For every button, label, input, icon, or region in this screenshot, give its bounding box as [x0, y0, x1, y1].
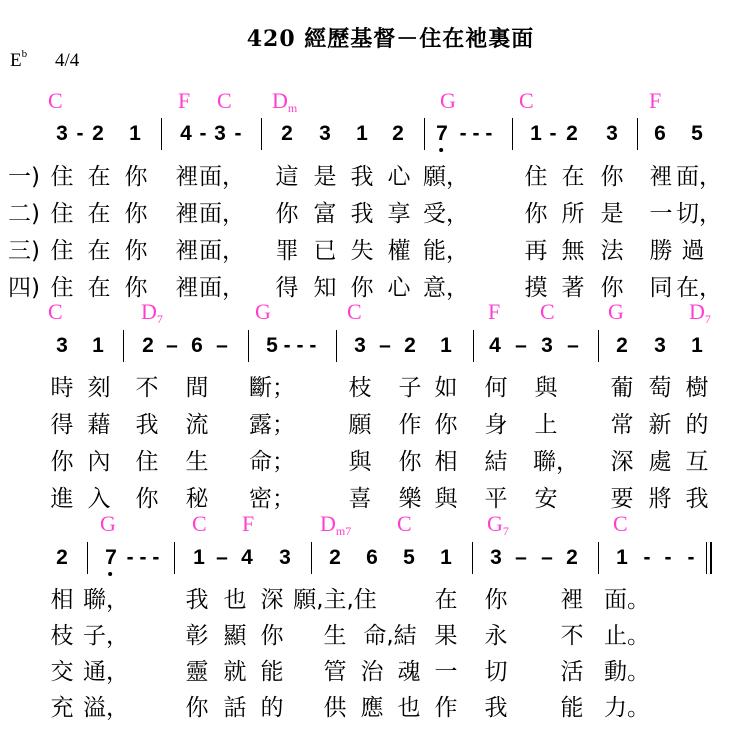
chord-root: C	[48, 88, 63, 113]
note: 2	[281, 122, 293, 145]
lyric-syllable: 面，	[199, 164, 245, 190]
lyric-syllable: 你	[124, 238, 148, 264]
lyric-syllable: 生	[185, 449, 209, 475]
chord-root: D	[689, 299, 705, 324]
note: 7	[105, 546, 117, 570]
lyric-syllable: 刻	[87, 375, 111, 401]
lyric-syllable: 你	[484, 587, 508, 613]
note: 3	[490, 546, 502, 569]
lyric-syllable: 心	[387, 164, 411, 190]
note: 1	[616, 546, 628, 569]
note-extension: -	[234, 122, 242, 145]
lyric-syllable: 不	[560, 623, 584, 649]
lyric-syllable: 上	[534, 412, 558, 438]
note-extension: –	[541, 546, 553, 569]
lyric-syllable: 一	[649, 201, 673, 227]
chord-root: C	[613, 511, 628, 536]
note: 3	[279, 546, 291, 569]
lyric-syllable: 受，	[423, 201, 469, 227]
lyric-syllable: 常	[610, 412, 634, 438]
lyric-syllable: 切，	[676, 201, 722, 227]
note: 3	[56, 122, 68, 145]
lyric-syllable: 已	[313, 238, 337, 264]
chord-root: G	[608, 299, 624, 324]
note-extension: –	[166, 334, 178, 357]
chord-symbol	[48, 88, 63, 114]
lyric-syllable: 子，	[83, 623, 129, 649]
lyric-syllable: 斷；	[249, 375, 295, 401]
lyric-syllable: 願	[348, 412, 372, 438]
lyric-syllable: 願,主,住	[293, 587, 377, 613]
lyric-syllable: 心	[387, 275, 411, 301]
lyric-syllable: 子	[398, 375, 422, 401]
note-extension: -	[643, 546, 651, 569]
note-extension: –	[515, 546, 527, 569]
chord-symbol	[192, 511, 207, 537]
chord-root: C	[519, 88, 534, 113]
lyric-syllable: 你	[135, 486, 159, 512]
bar-line	[637, 118, 638, 150]
lyric-syllable: 內	[87, 449, 111, 475]
bar-line	[336, 330, 337, 362]
lyric-syllable: 的	[260, 695, 284, 721]
lyric-syllable: 過	[681, 238, 705, 264]
chord-root: D	[141, 299, 157, 324]
lyric-syllable: 這	[275, 164, 299, 190]
lyric-syllable: 得	[275, 275, 299, 301]
lyric-syllable: 露；	[249, 412, 295, 438]
chord-symbol	[689, 299, 711, 325]
lyric-syllable: 聯，	[533, 449, 579, 475]
lyric-syllable: 不	[135, 375, 159, 401]
key-accidental: b	[21, 48, 28, 60]
lyric-syllable: 著	[561, 275, 585, 301]
note: 2	[329, 546, 341, 569]
lyric-syllable: 進	[50, 486, 74, 512]
lyric-syllable: 靈	[185, 659, 209, 685]
lyric-syllable: 通，	[83, 659, 129, 685]
note-extension: –	[515, 334, 527, 357]
chord-quality: 7	[704, 312, 711, 326]
lyric-syllable: 住	[135, 449, 159, 475]
lyric-syllable: 樹	[685, 375, 709, 401]
lyric-syllable: 樂	[398, 486, 422, 512]
lyric-syllable: 身	[484, 412, 508, 438]
lyric-syllable: 應	[360, 695, 384, 721]
lyric-syllable: 得	[50, 412, 74, 438]
lyric-syllable: 一	[434, 659, 458, 685]
lyric-syllable: 住	[50, 238, 74, 264]
chord-symbol	[141, 299, 163, 325]
lyric-syllable: 何	[484, 375, 508, 401]
note: 1	[440, 546, 452, 569]
note-extension: -	[76, 122, 84, 145]
lyric-syllable: 枝	[50, 623, 74, 649]
note: 1	[530, 122, 542, 145]
lyric-syllable: 罪	[275, 238, 299, 264]
chord-symbol	[48, 299, 63, 325]
chord-root: C	[48, 299, 63, 324]
note: 1	[440, 334, 452, 357]
lyric-syllable: 果	[434, 623, 458, 649]
lyric-syllable: 我	[135, 412, 159, 438]
chord-symbol	[242, 511, 254, 537]
lower-octave-dot	[108, 572, 112, 576]
lyric-syllable: 你	[185, 695, 209, 721]
lyric-syllable: 你	[600, 275, 624, 301]
lyric-syllable: 止。	[604, 623, 650, 649]
lyric-syllable: 流	[185, 412, 209, 438]
lyric-syllable: 你	[124, 164, 148, 190]
time-signature: 4/4	[55, 50, 80, 71]
verse-number: 二)	[8, 201, 40, 227]
chord-root: G	[487, 511, 503, 536]
lyric-syllable: 裡	[175, 201, 199, 227]
lyric-syllable: 聯，	[83, 587, 129, 613]
lyric-syllable: 萄	[648, 375, 672, 401]
song-title: 420 經歷基督－住在祂裏面	[246, 26, 535, 52]
lyric-syllable: 命,結	[363, 623, 417, 649]
note: 2	[566, 546, 578, 569]
note-extension: -	[687, 546, 695, 569]
note: 1	[193, 546, 205, 569]
note-extension: –	[567, 334, 579, 357]
note: 5	[403, 546, 415, 569]
chord-root: C	[397, 511, 412, 536]
verse-number: 三)	[8, 238, 40, 264]
lyric-syllable: 要	[610, 486, 634, 512]
lyric-syllable: 話	[223, 695, 247, 721]
bar-line	[598, 542, 599, 574]
note: 3	[654, 334, 666, 357]
final-bar-thick	[710, 542, 712, 574]
lyric-syllable: 富	[313, 201, 337, 227]
bar-line	[472, 542, 473, 574]
note-extension: -	[199, 122, 207, 145]
lyric-syllable: 藉	[87, 412, 111, 438]
note: 2	[392, 122, 404, 145]
chord-quality: 7	[156, 312, 163, 326]
note: 3	[541, 334, 553, 357]
chord-root: C	[540, 299, 555, 324]
note: 4	[489, 334, 501, 357]
lyric-syllable: 喜	[348, 486, 372, 512]
lyric-syllable: 永	[484, 623, 508, 649]
lyric-syllable: 相	[50, 587, 74, 613]
lyric-syllable: 是	[600, 201, 624, 227]
chord-quality: m	[287, 101, 298, 115]
chord-symbol	[100, 511, 116, 537]
note: 1	[129, 122, 141, 145]
lyric-syllable: 無	[561, 238, 585, 264]
lyric-syllable: 所	[561, 201, 585, 227]
lyric-syllable: 與	[348, 449, 372, 475]
bar-line	[174, 542, 175, 574]
lyric-syllable: 法	[600, 238, 624, 264]
note: 2	[616, 334, 628, 357]
chord-root: D	[320, 511, 336, 536]
note: 3	[319, 122, 331, 145]
lyric-syllable: 你	[524, 201, 548, 227]
note-extension: - - -	[459, 122, 493, 145]
lyric-syllable: 你	[275, 201, 299, 227]
lyric-syllable: 密；	[249, 486, 295, 512]
chord-quality: m7	[335, 524, 352, 538]
lyric-syllable: 時	[50, 375, 74, 401]
note: 3	[56, 334, 68, 357]
lyric-syllable: 面，	[199, 201, 245, 227]
lyric-syllable: 處	[648, 449, 672, 475]
lyric-syllable: 命；	[249, 449, 295, 475]
lyric-syllable: 動。	[604, 659, 650, 685]
bar-line	[87, 542, 88, 574]
lyric-syllable: 我	[685, 486, 709, 512]
chord-root: G	[440, 88, 456, 113]
lyric-syllable: 裡	[175, 238, 199, 264]
chord-symbol	[397, 511, 412, 537]
lyric-syllable: 溢，	[83, 695, 129, 721]
bar-line	[161, 118, 162, 150]
lyric-syllable: 新	[648, 412, 672, 438]
note: 2	[56, 546, 68, 569]
note: 2	[404, 334, 416, 357]
lyric-syllable: 裡	[175, 275, 199, 301]
chord-symbol	[272, 88, 297, 114]
note: 3	[354, 334, 366, 357]
lyric-syllable: 在	[87, 238, 111, 264]
lyric-syllable: 我	[484, 695, 508, 721]
lyric-syllable: 再	[524, 238, 548, 264]
lyric-syllable: 意，	[423, 275, 469, 301]
lyric-syllable: 面，	[676, 164, 722, 190]
lyric-syllable: 裡	[649, 164, 673, 190]
lyric-syllable: 力。	[604, 695, 650, 721]
lyric-syllable: 與	[534, 375, 558, 401]
note: 2	[92, 122, 104, 145]
note: 1	[92, 334, 104, 357]
lyric-syllable: 是	[313, 164, 337, 190]
chord-root: F	[242, 511, 255, 536]
chord-root: C	[217, 88, 232, 113]
note-extension: –	[216, 334, 228, 357]
note: 3	[214, 122, 226, 145]
lyric-syllable: 生	[323, 623, 347, 649]
lyric-syllable: 摸	[524, 275, 548, 301]
note: 4	[180, 122, 192, 145]
lyric-syllable: 你	[124, 201, 148, 227]
lyric-syllable: 裡	[560, 587, 584, 613]
lyric-syllable: 你	[434, 412, 458, 438]
lyric-syllable: 互	[685, 449, 709, 475]
chord-symbol	[255, 299, 271, 325]
lyric-syllable: 與	[434, 486, 458, 512]
lyric-syllable: 你	[600, 164, 624, 190]
note: 1	[356, 122, 368, 145]
chord-root: F	[488, 299, 501, 324]
lyric-syllable: 我	[350, 164, 374, 190]
chord-root: D	[272, 88, 288, 113]
lyric-syllable: 供	[323, 695, 347, 721]
lyric-syllable: 權	[387, 238, 411, 264]
note: 6	[366, 546, 378, 569]
chord-symbol	[519, 88, 534, 114]
note-extension: - - -	[126, 546, 160, 569]
lyric-syllable: 知	[313, 275, 337, 301]
lyric-syllable: 願，	[423, 164, 469, 190]
lyric-syllable: 你	[124, 275, 148, 301]
chord-root: G	[255, 299, 271, 324]
lyric-syllable: 顯	[223, 623, 247, 649]
lyric-syllable: 勝	[649, 238, 673, 264]
lyric-syllable: 深	[260, 587, 284, 613]
lyric-syllable: 面，	[199, 275, 245, 301]
chord-root: G	[100, 511, 116, 536]
lyric-syllable: 充	[50, 695, 74, 721]
lyric-syllable: 深	[610, 449, 634, 475]
chord-symbol	[540, 299, 555, 325]
lyric-syllable: 你	[398, 449, 422, 475]
note: 5	[691, 122, 703, 145]
note: 7	[436, 122, 448, 146]
lyric-syllable: 管	[323, 659, 347, 685]
lyric-syllable: 切	[484, 659, 508, 685]
bar-line	[248, 330, 249, 362]
chord-root: C	[192, 511, 207, 536]
chord-symbol	[487, 511, 509, 537]
lyric-syllable: 裡	[175, 164, 199, 190]
bar-line	[424, 118, 425, 150]
chord-root: C	[347, 299, 362, 324]
chord-root: F	[649, 88, 662, 113]
lyric-syllable: 同	[649, 275, 673, 301]
lyric-syllable: 我	[350, 201, 374, 227]
lyric-syllable: 的	[685, 412, 709, 438]
lyric-syllable: 葡	[610, 375, 634, 401]
note-extension: -	[664, 546, 672, 569]
lyric-syllable: 彰	[185, 623, 209, 649]
lower-octave-dot	[439, 148, 443, 152]
lyric-syllable: 能，	[423, 238, 469, 264]
lyric-syllable: 我	[185, 587, 209, 613]
lyric-syllable: 魂	[397, 659, 421, 685]
lyric-syllable: 住	[50, 201, 74, 227]
chord-symbol	[440, 88, 456, 114]
note: 2	[566, 122, 578, 145]
lyric-syllable: 住	[50, 275, 74, 301]
bar-line	[598, 330, 599, 362]
lyric-syllable: 失	[350, 238, 374, 264]
bar-line	[261, 118, 262, 150]
lyric-syllable: 在	[87, 164, 111, 190]
lyric-syllable: 治	[360, 659, 384, 685]
note-extension: -	[549, 122, 557, 145]
lyric-syllable: 你	[50, 449, 74, 475]
lyric-syllable: 住	[50, 164, 74, 190]
lyric-syllable: 在	[87, 201, 111, 227]
lyric-syllable: 秘	[185, 486, 209, 512]
note-extension: –	[216, 546, 228, 569]
lyric-syllable: 在	[87, 275, 111, 301]
chord-symbol	[347, 299, 362, 325]
chord-symbol	[320, 511, 351, 537]
key-letter: E	[10, 50, 22, 71]
lyric-syllable: 住	[524, 164, 548, 190]
note: 6	[191, 334, 203, 357]
lyric-syllable: 作	[398, 412, 422, 438]
verse-number: 一)	[8, 164, 40, 190]
chord-quality: 7	[502, 524, 509, 538]
lyric-syllable: 能	[560, 695, 584, 721]
lyric-syllable: 你	[350, 275, 374, 301]
lyric-syllable: 平	[484, 486, 508, 512]
lyric-syllable: 間	[185, 375, 209, 401]
note-extension: - - -	[283, 334, 317, 357]
bar-line	[473, 330, 474, 362]
bar-line	[512, 118, 513, 150]
note-extension: –	[379, 334, 391, 357]
lyric-syllable: 在	[561, 164, 585, 190]
lyric-syllable: 面。	[604, 587, 650, 613]
lyric-syllable: 作	[434, 695, 458, 721]
lyric-syllable: 面，	[199, 238, 245, 264]
chord-symbol	[488, 299, 500, 325]
note: 5	[266, 334, 278, 357]
note: 2	[142, 334, 154, 357]
lyric-syllable: 就	[223, 659, 247, 685]
lyric-syllable: 也	[397, 695, 421, 721]
key-signature	[10, 50, 27, 72]
lyric-syllable: 在	[434, 587, 458, 613]
chord-symbol	[178, 88, 190, 114]
lyric-syllable: 相	[434, 449, 458, 475]
lyric-syllable: 享	[387, 201, 411, 227]
lyric-syllable: 能	[260, 659, 284, 685]
chord-symbol	[608, 299, 624, 325]
note: 6	[654, 122, 666, 145]
bar-line	[123, 330, 124, 362]
lyric-syllable: 將	[648, 486, 672, 512]
final-bar-thin	[706, 542, 707, 574]
lyric-syllable: 你	[260, 623, 284, 649]
note: 3	[606, 122, 618, 145]
lyric-syllable: 入	[87, 486, 111, 512]
chord-root: F	[178, 88, 191, 113]
note: 4	[241, 546, 253, 569]
lyric-syllable: 結	[484, 449, 508, 475]
chord-symbol	[217, 88, 232, 114]
lyric-syllable: 枝	[348, 375, 372, 401]
chord-symbol	[613, 511, 628, 537]
bar-line	[311, 542, 312, 574]
lyric-syllable: 活	[560, 659, 584, 685]
chord-symbol	[649, 88, 661, 114]
verse-number: 四)	[8, 275, 40, 301]
lyric-syllable: 也	[223, 587, 247, 613]
lyric-syllable: 在，	[676, 275, 722, 301]
lyric-syllable: 交	[50, 659, 74, 685]
lyric-syllable: 如	[434, 375, 458, 401]
lyric-syllable: 安	[534, 486, 558, 512]
note: 1	[691, 334, 703, 357]
